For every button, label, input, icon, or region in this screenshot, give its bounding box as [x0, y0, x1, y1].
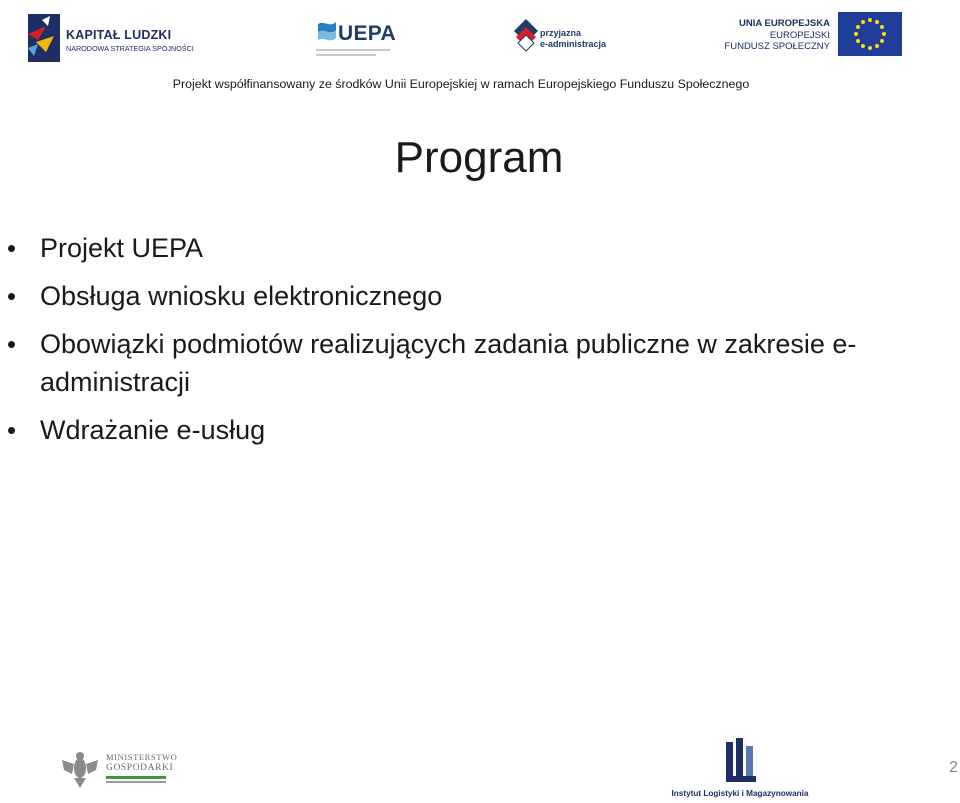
bullet-dot-icon — [8, 427, 15, 434]
ministry-line-1: MINISTERSTWO — [106, 752, 178, 762]
bullet-item — [0, 277, 958, 315]
uepa-caption-line — [316, 49, 390, 51]
ue-line-2: EUROPEJSKI — [769, 30, 830, 41]
bullet-item — [0, 411, 958, 449]
slide-title: Program — [394, 133, 564, 182]
uepa-logo — [316, 16, 394, 60]
bullet-text: Obowiązki podmiotów realizujących zadania publiczne w zakresie e-administracji — [40, 329, 857, 397]
institute-name: Instytut Logistyki i Magazynowania — [671, 789, 809, 798]
bullet-item — [0, 229, 958, 267]
kapital-ludzki-logo — [24, 12, 194, 64]
bullet-text: Obsługa wniosku elektronicznego — [40, 281, 443, 311]
przyjazna-e-administracja-logo — [512, 17, 612, 59]
kapital-ludzki-title: KAPITAŁ LUDZKI — [66, 28, 172, 42]
ministry-grey-bar — [106, 781, 166, 783]
bullet-text: Projekt UEPA — [40, 233, 204, 263]
bullet-text: Wdrażanie e-usług — [40, 415, 266, 445]
kapital-ludzki-subtitle: NARODOWA STRATEGIA SPÓJNOŚCI — [66, 44, 194, 53]
ministry-line-2: GOSPODARKI — [106, 763, 174, 773]
kapital-ludzki-emblem-icon — [24, 12, 64, 64]
e-administracja-line: e-administracja — [540, 39, 607, 49]
page-number: 2 — [949, 759, 958, 776]
bullet-dot-icon — [8, 341, 15, 348]
bullet-dot-icon — [8, 245, 15, 252]
ilim-logo — [666, 736, 814, 800]
ue-line-1: UNIA EUROPEJSKA — [739, 18, 830, 29]
eu-flag-icon — [838, 12, 902, 56]
unia-europejska-logo — [724, 12, 902, 58]
uepa-wave-icon — [316, 18, 338, 48]
ilim-emblem-icon — [724, 736, 758, 786]
puzzle-diamond-icon — [512, 17, 540, 57]
cofinancing-note: Projekt współfinansowany ze środków Unii Europejskiej w ramach Europejskiego Funduszu Społecznego — [172, 77, 750, 91]
ministerstwo-gospodarki-logo — [58, 748, 178, 792]
przyjazna-line: przyjazna — [540, 28, 582, 38]
bullet-list — [0, 229, 958, 459]
ue-line-3: FUNDUSZ SPOŁECZNY — [724, 41, 830, 52]
uepa-caption-line — [316, 54, 376, 56]
bullet-dot-icon — [8, 293, 15, 300]
uepa-name: UEPA — [338, 22, 396, 45]
ministry-green-bar — [106, 776, 166, 779]
bullet-item — [0, 325, 958, 401]
eagle-emblem-icon — [58, 748, 102, 792]
